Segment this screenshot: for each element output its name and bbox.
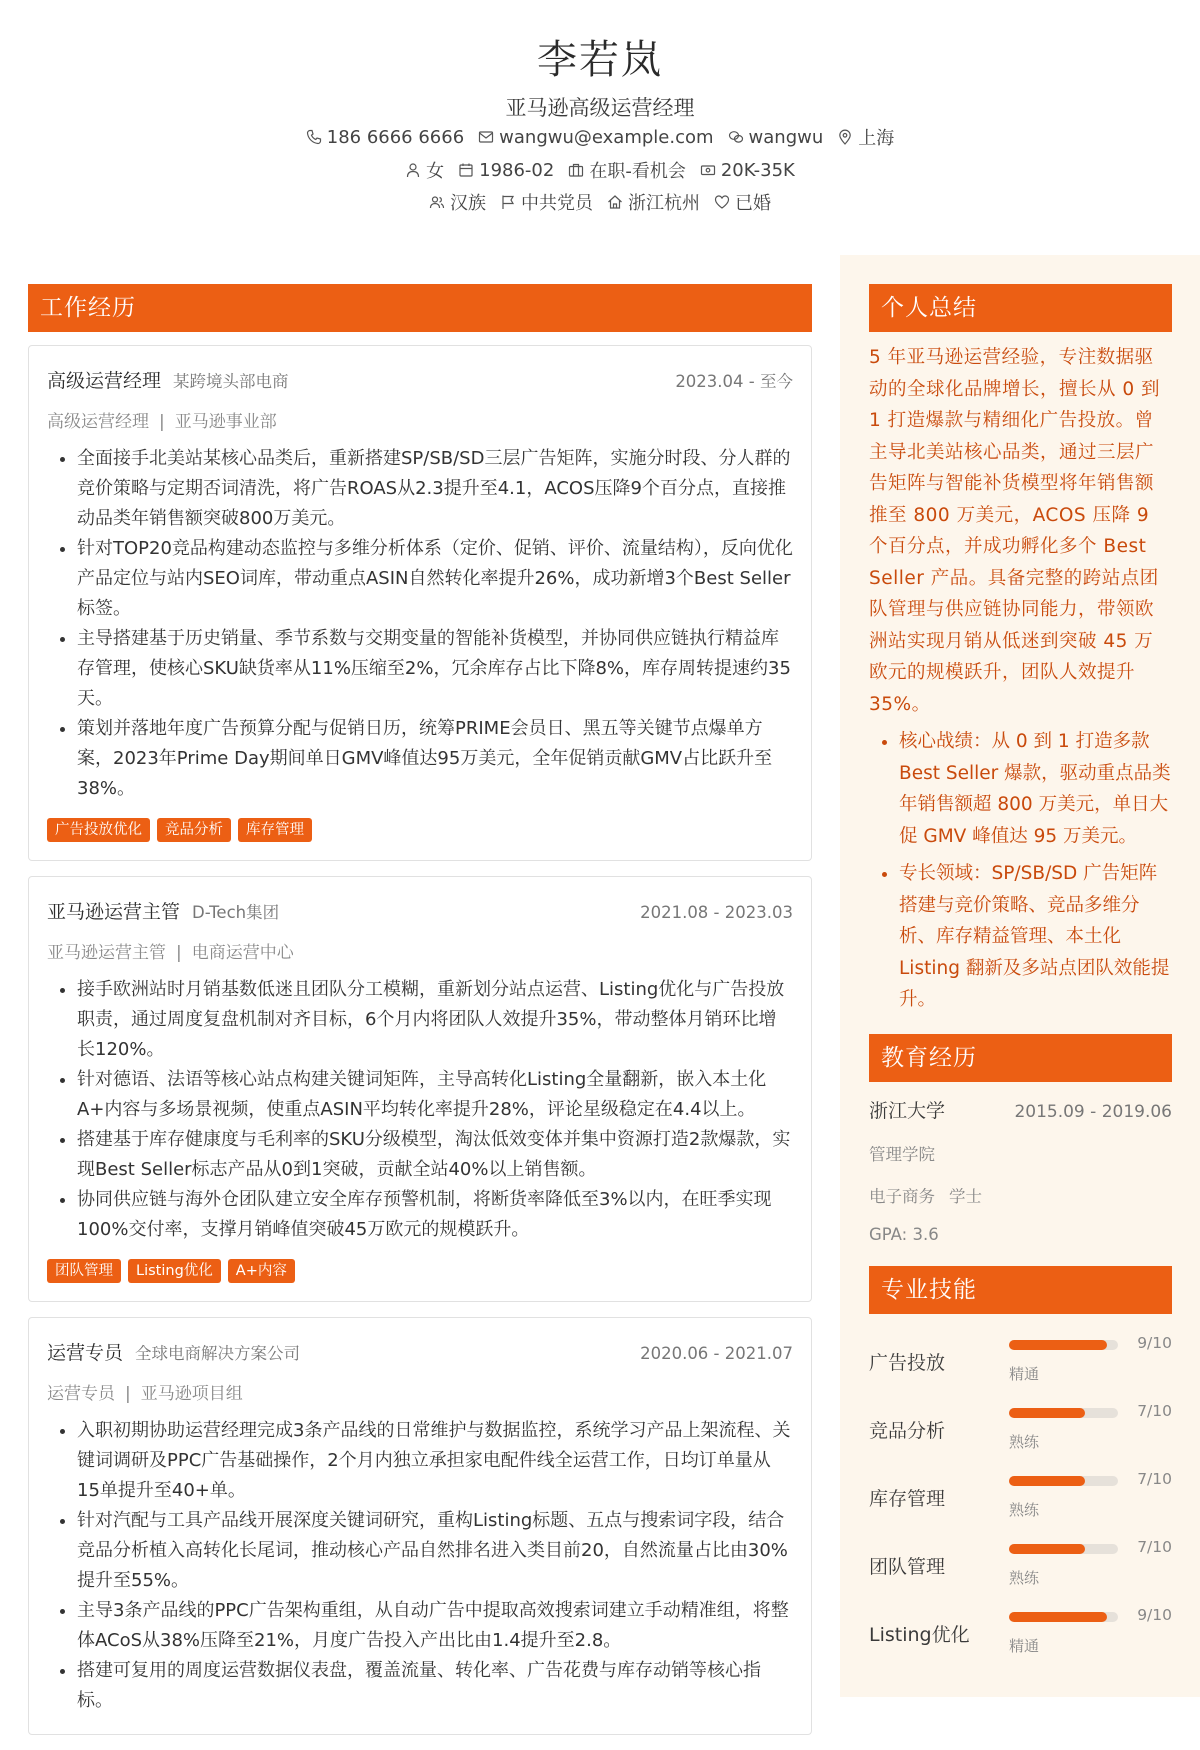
list-item: • 针对TOP20竞品构建动态监控与多维分析体系（定价、促销、评价、流量结构），反向优化产品定位与站内SEO词库，带动重点ASIN自然转化率提升26%，成功新增3个Best Seller标签。 <box>77 534 793 624</box>
wechat-icon <box>728 129 744 145</box>
work-section <box>28 284 812 1750</box>
skill-score: 9/10 <box>1137 1605 1172 1624</box>
people-icon <box>429 194 445 210</box>
skill-tag: 竞品分析 <box>157 818 231 842</box>
job-card <box>28 876 812 1302</box>
skill-item <box>869 1328 1172 1396</box>
skill-bar <box>1009 1612 1118 1622</box>
skill-fill <box>1009 1544 1085 1554</box>
skill-score: 9/10 <box>1137 1333 1172 1352</box>
status-info: 在职-看机会 <box>568 157 686 183</box>
phone-icon <box>306 129 322 145</box>
skills-heading: 专业技能 <box>869 1266 1172 1314</box>
job-tags <box>47 1259 793 1283</box>
list-item: • 针对德语、法语等核心站点构建关键词矩阵，主导高转化Listing全量翻新，嵌入本土化A+内容与多场景视频，使重点ASIN平均转化率提升28%，评论星级稳定在4.4以上。 <box>77 1065 793 1125</box>
list-item: • 核心战绩：从 0 到 1 打造多款 Best Seller 爆款，驱动重点品类年销售额超 800 万美元，单日大促 GMV 峰值达 95 万美元。 <box>899 726 1172 852</box>
skill-tag: A+内容 <box>228 1259 295 1283</box>
summary-text: 5 年亚马逊运营经验，专注数据驱动的全球化品牌增长，擅长从 0 到 1 打造爆款与精细化广告投放。曾主导北美站核心品类，通过三层广告矩阵与智能补货模型将年销售额推至 800 万美元，ACOS 压降 9 个百分点，并成功孵化多个 Best Seller 产品。具备完整的跨站点团队管理与供应链协同能力，带领欧洲站实现月销从低迷到突破 45 万欧元的规模跃升，团队人效提升 35%。 <box>869 347 1161 715</box>
skill-score: 7/10 <box>1137 1401 1172 1420</box>
job-role: 高级运营经理 <box>47 370 162 392</box>
mail-icon <box>478 129 494 145</box>
personal-row <box>0 157 1200 183</box>
heart-icon <box>714 194 730 210</box>
skill-name: Listing优化 <box>869 1623 970 1646</box>
job-role: 运营专员 <box>47 1342 124 1364</box>
briefcase-icon <box>568 162 584 178</box>
skill-level: 熟练 <box>1009 1568 1040 1587</box>
resume-header <box>0 0 1200 255</box>
job-date: 2023.04 - 至今 <box>675 372 793 391</box>
job-date: 2020.06 - 2021.07 <box>640 1344 793 1363</box>
skill-fill <box>1009 1612 1107 1622</box>
wechat-info: wangwu <box>728 124 824 150</box>
contact-row <box>0 124 1200 150</box>
user-icon <box>405 162 421 178</box>
work-heading: 工作经历 <box>28 284 812 332</box>
skill-name: 竞品分析 <box>869 1419 946 1442</box>
skill-tag: 库存管理 <box>238 818 312 842</box>
candidate-title: 亚马逊高级运营经理 <box>505 96 695 120</box>
job-company: 全球电商解决方案公司 <box>135 1344 301 1363</box>
education-entry <box>869 1096 1172 1244</box>
skill-tag: Listing优化 <box>128 1259 221 1283</box>
job-subtitle: 运营专员 | 亚马逊项目组 <box>47 1384 243 1404</box>
skill-level: 精通 <box>1009 1636 1040 1655</box>
location-info: 上海 <box>837 124 894 150</box>
ethnicity-info: 汉族 <box>429 189 486 215</box>
job-card <box>28 345 812 861</box>
job-tags <box>47 818 793 842</box>
list-item: • 接手欧洲站时月销基数低迷且团队分工模糊，重新划分站点运营、Listing优化与广告投放职责，通过周度复盘机制对齐目标，6个月内将团队人效提升35%，带动整体月销环比增长120%。 <box>77 975 793 1065</box>
major-degree: 电子商务 学士 <box>869 1186 982 1206</box>
skill-item <box>869 1532 1172 1600</box>
list-item: • 入职初期协助运营经理完成3条产品线的日常维护与数据监控，系统学习产品上架流程、关键词调研及PPC广告基础操作，2个月内独立承担家电配件线全运营工作，日均订单量从15单提升至40+单。 <box>77 1416 793 1506</box>
sidebar <box>840 255 1200 1697</box>
list-item: • 策划并落地年度广告预算分配与促销日历，统筹PRIME会员日、黑五等关键节点爆单方案，2023年Prime Day期间单日GMV峰值达95万美元，全年促销贡献GMV占比跃升至38%。 <box>77 714 793 804</box>
flag-icon <box>500 194 516 210</box>
skill-name: 库存管理 <box>869 1487 946 1510</box>
job-subtitle: 亚马逊运营主管 | 电商运营中心 <box>47 943 294 963</box>
skill-name: 团队管理 <box>869 1555 946 1578</box>
list-item: • 针对汽配与工具产品线开展深度关键词研究，重构Listing标题、五点与搜索词字段，结合竞品分析植入高转化长尾词，推动核心产品自然排名进入类目前20，自然流量占比由30%提升至55%。 <box>77 1506 793 1596</box>
skill-level: 熟练 <box>1009 1432 1040 1451</box>
job-card <box>28 1317 812 1735</box>
gpa: GPA: 3.6 <box>869 1224 939 1244</box>
college-name: 管理学院 <box>869 1144 935 1164</box>
skills-list <box>869 1328 1172 1668</box>
job-bullets <box>47 444 793 804</box>
marital-info: 已婚 <box>714 189 771 215</box>
hometown-info: 浙江杭州 <box>607 189 700 215</box>
politics-info: 中共党员 <box>500 189 593 215</box>
list-item: • 协同供应链与海外仓团队建立安全库存预警机制，将断货率降低至3%以内，在旺季实现100%交付率，支撑月销峰值突破45万欧元的规模跃升。 <box>77 1185 793 1245</box>
school-name: 浙江大学 <box>869 1099 946 1122</box>
skill-name: 广告投放 <box>869 1351 946 1374</box>
salary-info: 20K-35K <box>700 157 795 183</box>
skill-level: 精通 <box>1009 1364 1040 1383</box>
location-icon <box>837 129 853 145</box>
list-item: • 搭建基于库存健康度与毛利率的SKU分级模型，淘汰低效变体并集中资源打造2款爆款，实现Best Seller标志产品从0到1突破，贡献全站40%以上销售额。 <box>77 1125 793 1185</box>
job-subtitle: 高级运营经理 | 亚马逊事业部 <box>47 412 277 432</box>
skill-item <box>869 1396 1172 1464</box>
phone-info: 186 6666 6666 <box>306 124 464 150</box>
email-info: wangwu@example.com <box>478 124 713 150</box>
summary-bullets <box>869 726 1172 1016</box>
list-item: • 搭建可复用的周度运营数据仪表盘，覆盖流量、转化率、广告花费与库存动销等核心指标。 <box>77 1656 793 1716</box>
skill-bar <box>1009 1544 1118 1554</box>
summary-heading: 个人总结 <box>869 284 1172 332</box>
job-role: 亚马逊运营主管 <box>47 901 181 923</box>
skill-fill <box>1009 1408 1085 1418</box>
list-item: • 主导搭建基于历史销量、季节系数与交期变量的智能补货模型，并协同供应链执行精益库存管理，使核心SKU缺货率从11%压缩至2%，冗余库存占比下降8%，库存周转提速约35天。 <box>77 624 793 714</box>
birth-info: 1986-02 <box>458 157 554 183</box>
job-bullets <box>47 975 793 1245</box>
education-date: 2015.09 - 2019.06 <box>1014 1101 1172 1122</box>
job-date: 2021.08 - 2023.03 <box>640 903 793 922</box>
education-heading: 教育经历 <box>869 1034 1172 1082</box>
skill-item <box>869 1464 1172 1532</box>
skill-tag: 团队管理 <box>47 1259 121 1283</box>
list-item: • 专长领域：SP/SB/SD 广告矩阵搭建与竞价策略、竞品多维分析、库存精益管理、本土化 Listing 翻新及多站点团队效能提升。 <box>899 858 1172 1016</box>
skill-score: 7/10 <box>1137 1469 1172 1488</box>
list-item: • 主导3条产品线的PPC广告架构重组，从自动广告中提取高效搜索词建立手动精准组，将整体ACoS从38%压降至21%，月度广告投入产出比由1.4提升至2.8。 <box>77 1596 793 1656</box>
list-item: • 全面接手北美站某核心品类后，重新搭建SP/SB/SD三层广告矩阵，实施分时段、分人群的竞价策略与定期否词清洗，将广告ROAS从2.3提升至4.1，ACOS压降9个百分点，直接推动品类年销售额突破800万美元。 <box>77 444 793 534</box>
candidate-name: 李若岚 <box>537 37 663 83</box>
skill-fill <box>1009 1476 1085 1486</box>
job-company: 某跨境头部电商 <box>173 372 289 391</box>
skill-item <box>869 1600 1172 1668</box>
skill-level: 熟练 <box>1009 1500 1040 1519</box>
job-company: D-Tech集团 <box>192 903 280 922</box>
skill-fill <box>1009 1340 1107 1350</box>
job-bullets <box>47 1416 793 1716</box>
gender-info: 女 <box>405 157 444 183</box>
calendar-icon <box>458 162 474 178</box>
background-row <box>0 189 1200 215</box>
skill-tag: 广告投放优化 <box>47 818 150 842</box>
money-icon <box>700 162 716 178</box>
home-icon <box>607 194 623 210</box>
skill-bar <box>1009 1476 1118 1486</box>
skill-score: 7/10 <box>1137 1537 1172 1556</box>
skill-bar <box>1009 1408 1118 1418</box>
skill-bar <box>1009 1340 1118 1350</box>
